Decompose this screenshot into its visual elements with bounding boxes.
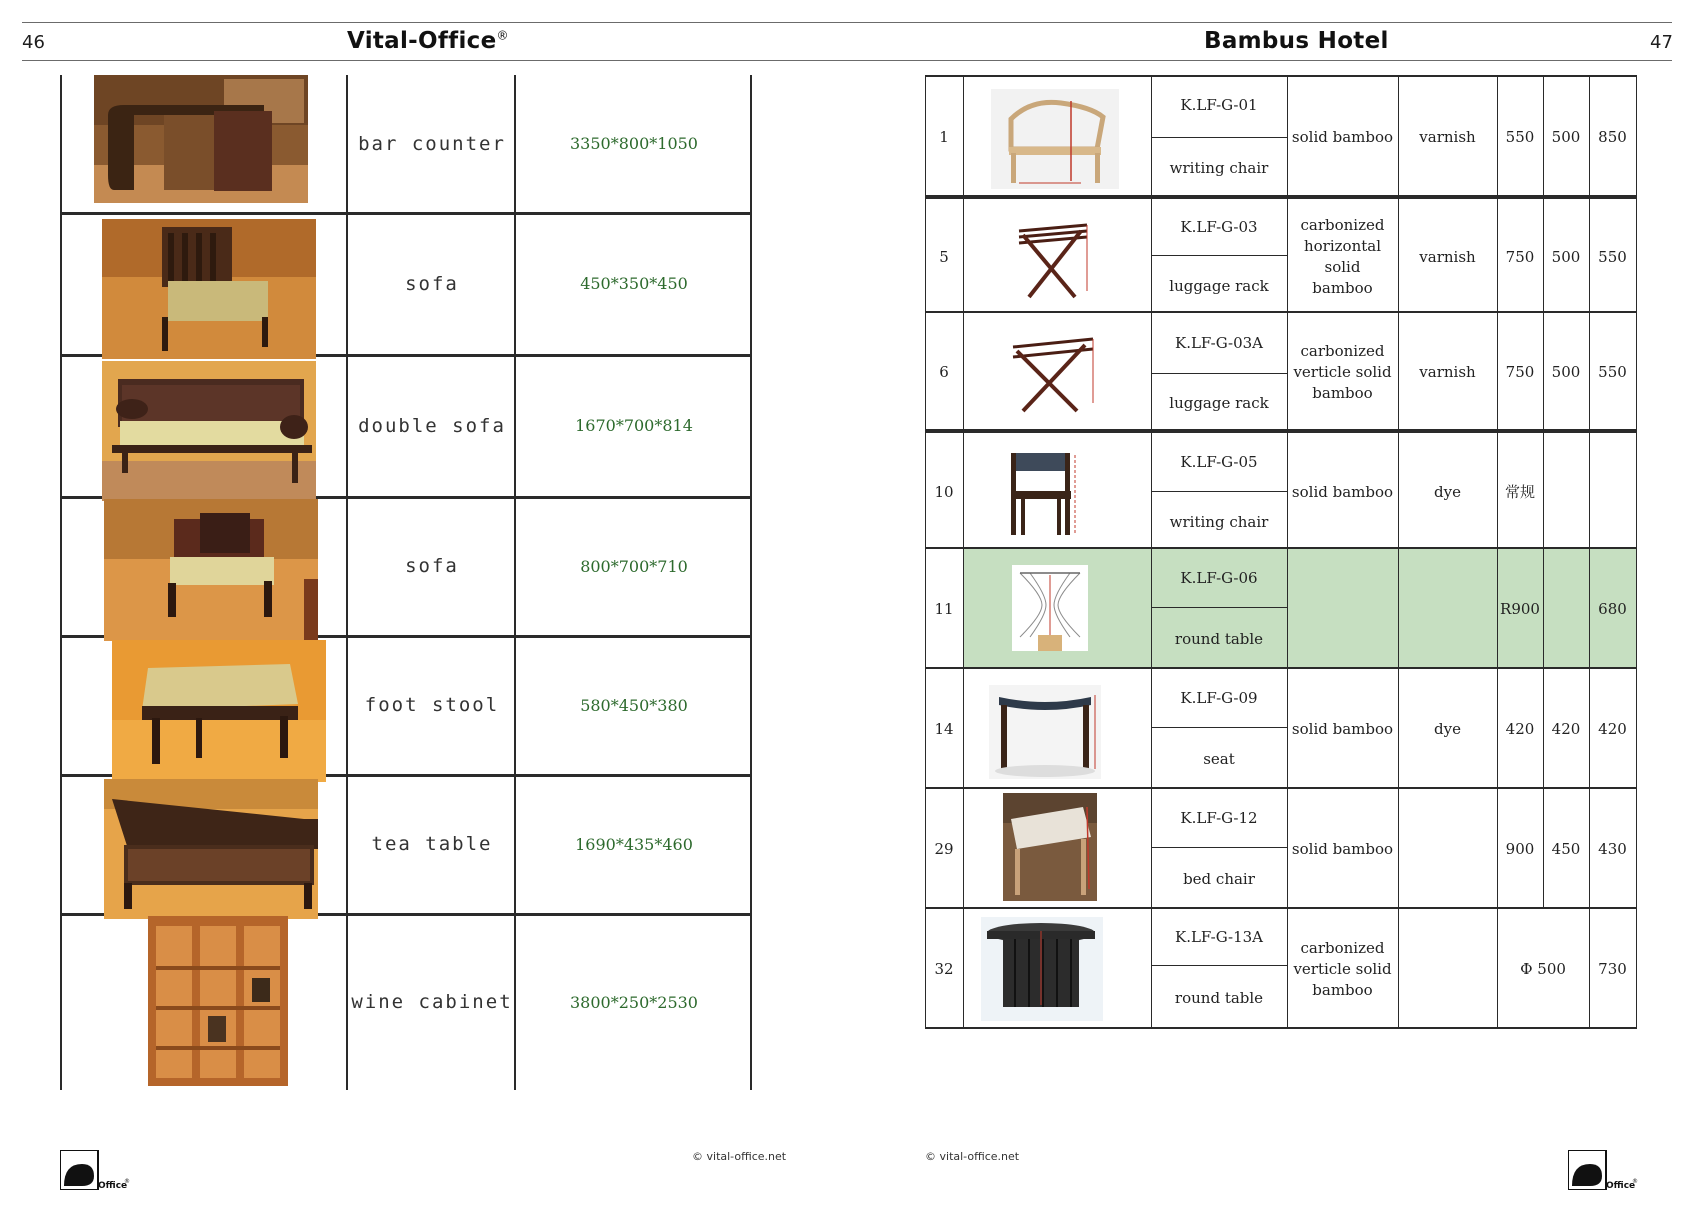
product-dimensions: 1670*700*814	[575, 416, 693, 435]
finish: varnish	[1419, 247, 1476, 266]
row-number: 32	[934, 959, 954, 978]
foot-stool-photo	[112, 640, 326, 782]
table-row	[925, 787, 1637, 909]
product-dimensions: 1690*435*460	[575, 834, 693, 854]
grid-line	[60, 213, 62, 354]
row-number: 14	[934, 719, 954, 738]
wire-table-photo	[1012, 565, 1088, 651]
dimension-width: 500	[1551, 362, 1581, 381]
table-row	[60, 213, 752, 357]
material: carbonized verticle solid bamboo	[1293, 341, 1392, 402]
finish: varnish	[1419, 362, 1476, 381]
dimension-height: 550	[1598, 362, 1627, 381]
table-row	[60, 914, 752, 1090]
material	[1287, 549, 1398, 669]
table-row	[60, 636, 752, 777]
row-number: 29	[934, 839, 954, 858]
table-row-highlighted	[925, 547, 1637, 669]
drum-table-photo	[981, 917, 1103, 1021]
dimension-diameter: Ф 500	[1520, 959, 1566, 978]
grid-line	[60, 914, 62, 1090]
product-code: K.LF-G-03A	[1175, 334, 1263, 352]
material: carbonized verticle solid bamboo	[1293, 938, 1392, 999]
table-row	[925, 667, 1637, 789]
luggage-rack-photo	[1005, 325, 1101, 417]
tea-table-photo	[104, 779, 318, 919]
table-row	[60, 75, 752, 215]
bar-counter-photo	[94, 75, 308, 203]
dimension-height: 730	[1598, 959, 1627, 978]
material: solid bamboo	[1291, 719, 1394, 738]
dimension-length: 750	[1505, 247, 1535, 266]
right-page-title: Bambus Hotel	[1204, 28, 1389, 54]
dimension-width: 420	[1551, 719, 1581, 738]
vital-office-logo	[60, 1150, 132, 1190]
product-code: K.LF-G-05	[1180, 453, 1258, 471]
grid-line	[60, 75, 62, 212]
finish: dye	[1434, 482, 1461, 501]
right-page-number: 47	[1650, 32, 1673, 53]
armchair-photo	[102, 219, 316, 359]
table-row	[925, 429, 1637, 551]
grid-line	[60, 636, 62, 774]
table-row	[60, 775, 752, 916]
product-code: K.LF-G-06	[1180, 569, 1258, 587]
product-name: bed chair	[1183, 869, 1255, 888]
dimension-width: 500	[1551, 127, 1581, 146]
product-name: sofa	[405, 272, 459, 295]
left-title-text: Vital-Office	[347, 28, 497, 54]
finish: varnish	[1419, 127, 1476, 146]
dimension-height: 550	[1598, 247, 1627, 266]
dimension-length: 550	[1505, 127, 1535, 146]
product-dimensions: 3800*250*2530	[570, 992, 698, 1012]
material: solid bamboo	[1291, 127, 1394, 146]
bench-photo	[1003, 793, 1097, 901]
product-name: tea table	[371, 833, 493, 855]
product-code: K.LF-G-03	[1180, 218, 1258, 236]
product-name: luggage rack	[1169, 393, 1269, 412]
dimension-height	[1589, 433, 1636, 551]
top-rule	[22, 22, 1672, 23]
dimension-length: 常规	[1504, 482, 1535, 501]
grid-line	[60, 775, 62, 913]
stool-photo	[989, 685, 1101, 779]
product-name: double sofa	[358, 414, 506, 437]
dimension-height: 680	[1598, 599, 1627, 618]
table-row	[60, 497, 752, 638]
product-code: K.LF-G-12	[1180, 809, 1258, 827]
registered-mark: ®	[496, 28, 509, 43]
table-row	[925, 195, 1637, 315]
finish: dye	[1434, 719, 1461, 738]
product-dimensions: 800*700*710	[580, 556, 688, 576]
vital-office-logo	[1568, 1150, 1640, 1190]
dimension-length: R900	[1500, 599, 1540, 618]
row-number: 1	[939, 127, 949, 146]
table-bottom-rule	[925, 1027, 1637, 1029]
finish	[1398, 789, 1497, 909]
table-row	[925, 907, 1637, 1029]
row-number: 6	[939, 362, 949, 381]
dimension-width: 450	[1551, 839, 1581, 858]
footer-url-right[interactable]: © vital-office.net	[925, 1150, 1020, 1163]
dimension-height: 420	[1598, 719, 1627, 738]
table-row	[60, 355, 752, 499]
dimension-width	[1543, 549, 1589, 669]
product-name: writing chair	[1169, 512, 1269, 531]
finish	[1398, 549, 1497, 669]
double-sofa-photo	[102, 361, 316, 501]
product-dimensions: 450*350*450	[580, 274, 688, 293]
product-name: round table	[1174, 629, 1264, 648]
product-name: foot stool	[364, 694, 500, 716]
dimension-width: 500	[1551, 247, 1581, 266]
product-name: sofa	[405, 555, 459, 577]
dimension-length: 900	[1505, 839, 1535, 858]
logo-mark: ®	[124, 1178, 130, 1185]
luggage-rack-photo	[1009, 211, 1097, 303]
product-name: bar counter	[358, 132, 506, 155]
dimension-length: 420	[1505, 719, 1535, 738]
table-row	[925, 311, 1637, 431]
table-row	[925, 75, 1637, 197]
left-page-title	[347, 28, 509, 54]
header-rule	[22, 60, 1672, 61]
grid-line	[60, 497, 62, 635]
grid-line	[60, 355, 62, 496]
product-name: writing chair	[1169, 158, 1269, 177]
finish	[1398, 909, 1497, 1029]
wishbone-chair-photo	[991, 89, 1119, 189]
lounge-sofa-photo	[104, 499, 318, 641]
row-number: 11	[934, 599, 954, 618]
product-name: seat	[1203, 749, 1235, 768]
product-name: round table	[1174, 988, 1264, 1007]
logo-text: Office	[98, 1181, 128, 1190]
dimension-length: 750	[1505, 362, 1535, 381]
product-dimensions: 580*450*380	[580, 695, 688, 715]
side-chair-photo	[1003, 447, 1079, 539]
product-dimensions: 3350*800*1050	[570, 134, 698, 153]
logo-text: Office	[1606, 1181, 1636, 1190]
dimension-width	[1543, 433, 1589, 551]
material: carbonized horizontal solid bamboo	[1300, 216, 1385, 297]
dimension-height: 850	[1598, 127, 1627, 146]
product-name: luggage rack	[1169, 276, 1269, 295]
product-code: K.LF-G-01	[1180, 96, 1258, 114]
product-name: wine cabinet	[351, 991, 513, 1013]
row-number: 10	[934, 482, 954, 501]
dimension-height: 430	[1598, 839, 1627, 858]
material: solid bamboo	[1291, 839, 1394, 858]
footer-url-left[interactable]: © vital-office.net	[692, 1150, 787, 1163]
material: solid bamboo	[1291, 482, 1394, 501]
row-number: 5	[939, 247, 949, 266]
left-page-number: 46	[22, 32, 45, 53]
product-code: K.LF-G-09	[1180, 689, 1258, 707]
wine-cabinet-photo	[148, 916, 288, 1086]
logo-mark: ®	[1632, 1178, 1638, 1185]
product-code: K.LF-G-13A	[1175, 928, 1263, 946]
